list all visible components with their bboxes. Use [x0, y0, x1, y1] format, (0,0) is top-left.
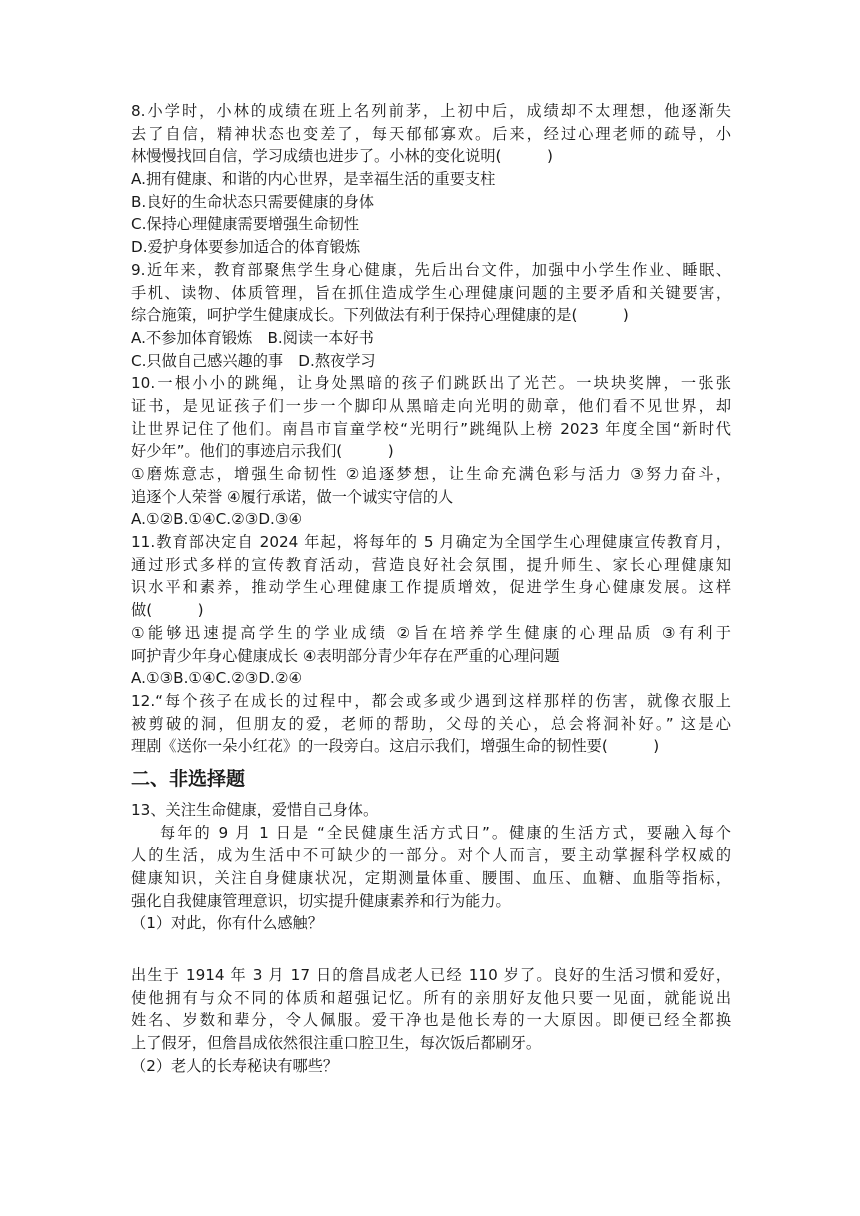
question-11-stem-line: 通过形式多样的宣传教育活动，营造良好社会氛围，提升师生、家长心理健康知 — [131, 555, 731, 574]
question-8-option-c: C.保持心理健康需要增强生命韧性 — [131, 215, 360, 234]
question-10-stem-line: 10.一根小小的跳绳，让身处黑暗的孩子们跳跃出了光芒。一块块奖牌，一张张 — [131, 374, 731, 393]
question-8-option-a: A.拥有健康、和谐的内心世界，是幸福生活的重要支柱 — [131, 170, 496, 189]
question-13-sub-question-2: （2）老人的长寿秘诀有哪些？ — [131, 1056, 339, 1075]
question-10 — [131, 372, 731, 531]
question-13-passage-line: 每年的 9 月 1 日是 “全民健康生活方式日”。健康的生活方式，要融入每个 — [160, 823, 731, 842]
question-13-passage-line: 强化自我健康管理意识，切实提升健康素养和行为能力。 — [131, 891, 511, 910]
question-8-option-d: D.爱护身体要参加适合的体育锻炼 — [131, 238, 361, 257]
section-heading: 二、非选择题 — [131, 767, 246, 790]
question-13-sub-question-1: （1）对此，你有什么感触？ — [131, 914, 323, 933]
question-10-statements-line: ①磨炼意志，增强生命韧性 ②追逐梦想，让生命充满色彩与活力 ③努力奋斗， — [131, 465, 731, 483]
question-9 — [131, 259, 731, 372]
question-10-statements-line: 追逐个人荣誉 ④履行承诺，做一个诚实守信的人 — [131, 487, 454, 506]
question-9-stem-line: 手机、读物、体质管理，旨在抓住造成学生心理健康问题的主要矛盾和关键要害， — [131, 283, 731, 302]
question-8-stem-line: 林慢慢找回自信，学习成绩也进步了。小林的变化说明( ) — [131, 147, 553, 166]
question-13 — [131, 799, 731, 1078]
question-11-options: A.①③B.①④C.②③D.②④ — [131, 669, 303, 688]
question-9-options-cd: C.只做自己感兴趣的事 D.熬夜学习 — [131, 351, 376, 370]
question-11-statements-line: ①能够迅速提高学生的学业成绩 ②旨在培养学生健康的心理品质 ③有利于 — [131, 623, 731, 642]
question-11-stem-line: 11.教育部决定自 2024 年起，将每年的 5 月确定为全国学生心理健康宣传教育月， — [131, 533, 731, 552]
question-10-options: A.①②B.①④C.②③D.③④ — [131, 510, 303, 529]
question-13-passage-line: 人的生活，成为生活中不可缺少的一部分。对个人而言，要主动掌握科学权威的 — [131, 846, 731, 865]
question-9-stem-line: 综合施策，呵护学生健康成长。下列做法有利于保持心理健康的是( ) — [131, 306, 629, 325]
question-8-stem-line: 去了自信，精神状态也变差了，每天郁郁寡欢。后来，经过心理老师的疏导，小 — [131, 124, 731, 143]
answer-space — [131, 935, 731, 964]
question-11-statements-line: 呵护青少年身心健康成长 ④表明部分青少年存在严重的心理问题 — [131, 646, 560, 665]
question-13-passage-line: 健康知识，关注自身健康状况，定期测量体重、腰围、血压、血糖、血脂等指标， — [131, 869, 731, 887]
question-13-passage-line: 出生于 1914 年 3 月 17 日的詹昌成老人已经 110 岁了。良好的生活习惯和爱好， — [131, 966, 731, 985]
question-11-stem-line: 识水平和素养，推动学生心理健康工作提质增效，促进学生身心健康发展。这样 — [131, 578, 731, 597]
question-8-stem-line: 8.小学时，小林的成绩在班上名列前茅，上初中后，成绩却不太理想，他逐渐失 — [131, 102, 731, 120]
question-9-stem-line: 9.近年来，教育部聚焦学生身心健康，先后出台文件，加强中小学生作业、睡眠、 — [131, 260, 731, 279]
question-12-stem-line: 理剧《送你一朵小红花》的一段旁白。这启示我们，增强生命的韧性要( ) — [131, 737, 660, 756]
question-12-stem-line: 12.“每个孩子在成长的过程中，都会或多或少遇到这样那样的伤害，就像衣服上 — [131, 691, 731, 710]
question-9-options-ab: A.不参加体育锻炼 B.阅读一本好书 — [131, 328, 374, 347]
question-13-passage-line: 使他拥有与众不同的体质和超强记忆。所有的亲朋好友他只要一见面，就能说出 — [131, 988, 731, 1007]
question-12 — [131, 690, 731, 758]
question-11 — [131, 531, 731, 690]
question-8-option-b: B.良好的生命状态只需要健康的身体 — [131, 192, 375, 211]
question-11-stem-line: 做( ) — [131, 601, 204, 620]
exam-content — [131, 100, 731, 1078]
question-10-stem-line: 好少年”。他们的事迹启示我们( ) — [131, 442, 394, 461]
question-12-stem-line: 被剪破的洞，但朋友的爱，老师的帮助，父母的关心，总会将洞补好。” 这是心 — [131, 714, 731, 733]
question-13-passage-line: 上了假牙，但詹昌成依然很注重口腔卫生，每次饭后都刷牙。 — [131, 1034, 542, 1053]
question-13-title: 13、关注生命健康，爱惜自己身体。 — [131, 800, 379, 819]
question-10-stem-line: 让世界记住了他们。南昌市盲童学校“光明行”跳绳队上榜 2023 年度全国“新时代 — [131, 419, 731, 438]
question-13-passage-line: 姓名、岁数和辈分，令人佩服。爱干净也是他长寿的一大原因。即便已经全都换 — [131, 1011, 731, 1030]
question-10-stem-line: 证书，是见证孩子们一步一个脚印从黑暗走向光明的勋章，他们看不见世界，却 — [131, 396, 731, 415]
question-8 — [131, 100, 731, 259]
